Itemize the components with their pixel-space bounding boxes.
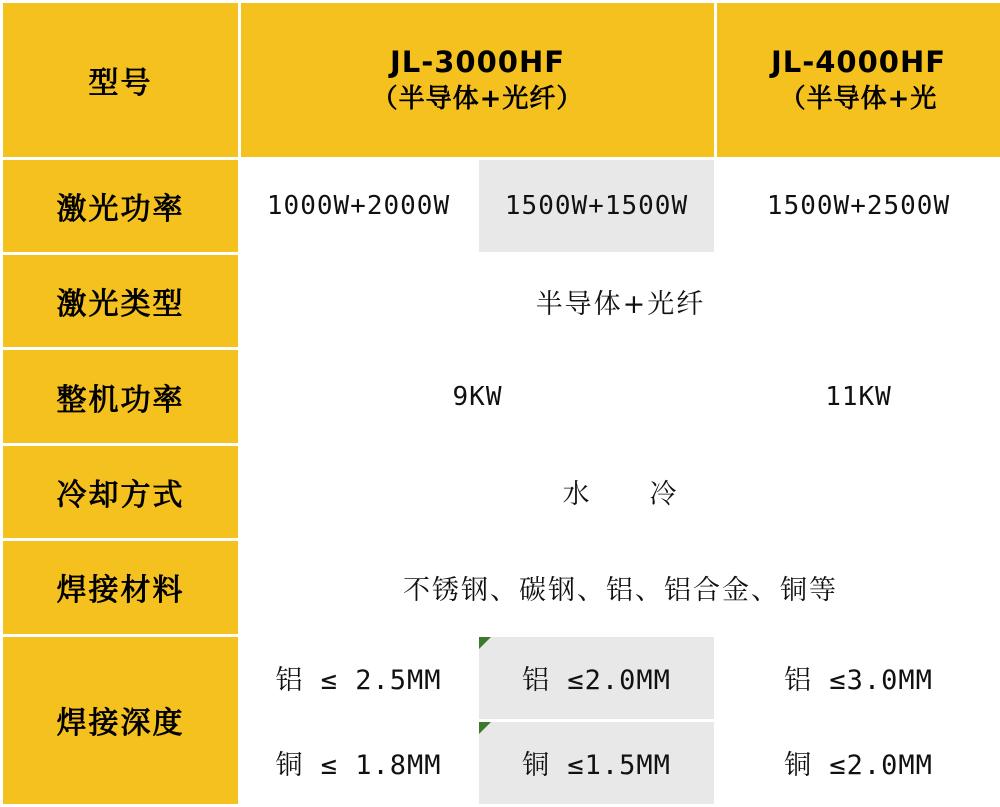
cell-weld-material: 不锈钢、碳钢、铝、铝合金、铜等: [240, 540, 1000, 635]
header-cell-model-a: [240, 2, 716, 159]
table-row: [2, 635, 1000, 720]
cell-weld-depth-cu-b: 铜 ≤2.0MM: [716, 720, 1000, 805]
model-a-name: JL-3000HF: [389, 44, 566, 79]
cell-laser-power-a2: 1500W+1500W: [478, 158, 716, 253]
cell-total-power-a: 9KW: [240, 349, 716, 444]
cell-weld-depth-al-a2: 铝 ≤2.0MM: [478, 635, 716, 720]
table-row: [2, 254, 1000, 349]
cell-weld-depth-cu-a2: 铜 ≤1.5MM: [478, 720, 716, 805]
model-a-subtitle: （半导体+光纤）: [371, 83, 584, 114]
model-b-subtitle: （半导体+光: [779, 83, 938, 114]
model-b-name: JL-4000HF: [770, 44, 947, 79]
table-row: [2, 540, 1000, 635]
cell-weld-depth-al-a1: 铝 ≤ 2.5MM: [240, 635, 478, 720]
cell-cooling: 水 冷: [240, 444, 1000, 539]
cell-laser-power-a1: 1000W+2000W: [240, 158, 478, 253]
table-row: [2, 158, 1000, 253]
cell-laser-type: 半导体+光纤: [240, 254, 1000, 349]
row-label-laser-power: 激光功率: [2, 158, 240, 253]
cell-total-power-b: 11KW: [716, 349, 1000, 444]
header-cell-model-b: [716, 2, 1000, 159]
row-label-total-power: 整机功率: [2, 349, 240, 444]
table-header-row: [2, 2, 1000, 159]
table-row: [2, 349, 1000, 444]
row-label-laser-type: 激光类型: [2, 254, 240, 349]
row-label-weld-depth: 焊接深度: [2, 635, 240, 806]
cell-weld-depth-cu-a1: 铜 ≤ 1.8MM: [240, 720, 478, 805]
row-label-cooling: 冷却方式: [2, 444, 240, 539]
cell-weld-depth-al-b: 铝 ≤3.0MM: [716, 635, 1000, 720]
header-cell-model-label: 型号: [2, 2, 240, 159]
row-label-weld-material: 焊接材料: [2, 540, 240, 635]
table-row: [2, 444, 1000, 539]
cell-laser-power-b: 1500W+2500W: [716, 158, 1000, 253]
